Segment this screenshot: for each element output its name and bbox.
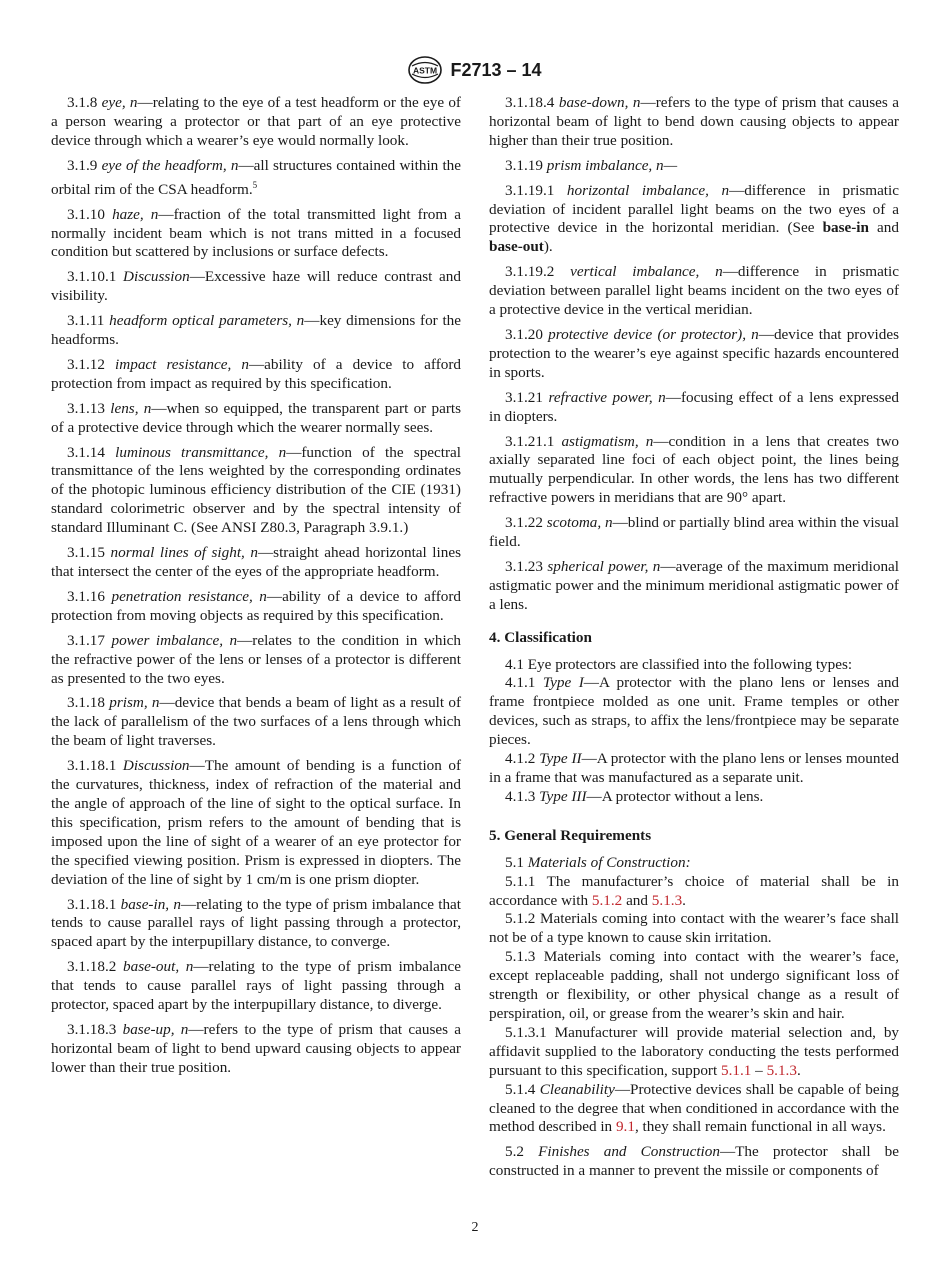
section-heading-general-requirements: 5. General Requirements xyxy=(489,826,652,844)
astm-logo-icon xyxy=(408,56,442,84)
body-paragraph: 4.1.1 Type I—A protector with the plano lens or lenses and frame frontpiece molded as one unit. Frame temples or other devices, such as straps, to affix the lens/frontpiece may be separate pieces. xyxy=(489,674,900,749)
definition-paragraph: 3.1.11 headform optical parameters, n—key dimensions for the headforms. xyxy=(51,312,462,349)
body-paragraph: 5.1 Materials of Construction: xyxy=(505,853,691,871)
definition-paragraph: 3.1.14 luminous transmittance, n—function of the spectral transmittance of the lens weighted by the corresponding ordinates of the photopic luminous efficiency distribution of the CIE (1931) standard colorimetric observer and by the spectral intensity of standard Illuminant C. (See ANSI Z80.3, Paragraph 3.9.1.) xyxy=(51,443,462,537)
definition-paragraph: 3.1.18.4 base-down, n—refers to the type of prism that causes a horizontal beam of light to bend down causing objects to appear higher than their true position. xyxy=(489,94,900,149)
section-link[interactable]: 5.1.3 xyxy=(651,891,683,909)
definition-paragraph: 3.1.19.2 vertical imbalance, n—difference in prismatic deviation between parallel light beams incident on the two eyes of a protective device in the vertical meridian. xyxy=(489,263,899,319)
body-paragraph: 5.1.3.1 Manufacturer will provide material selection and, by affidavit supplied to the laboratory conducting the tests performed pursuant to this specification, support 5.1.1 – 5.1.3. xyxy=(489,1023,900,1079)
definition-paragraph: 3.1.19 prism imbalance, n— xyxy=(505,156,678,174)
body-paragraph: 4.1 Eye protectors are classified into the following types: xyxy=(505,655,853,673)
right-column xyxy=(489,94,899,1181)
definition-paragraph: 3.1.12 impact resistance, n—ability of a device to afford protection from impact as required by this specification. xyxy=(51,355,461,392)
definition-paragraph: 3.1.17 power imbalance, n—relates to the condition in which the refractive power of the lens or lenses of a protector is different as presented to the two eyes. xyxy=(51,631,462,687)
definition-paragraph: 3.1.22 scotoma, n—blind or partially blind area within the visual field. xyxy=(489,514,900,551)
page-header xyxy=(0,56,950,86)
definition-paragraph: 3.1.10 haze, n—fraction of the total transmitted light from a normally incident beam which is not trans mitted in a focused condition but scattered by inclusions or surface defects. xyxy=(51,205,461,261)
left-column xyxy=(51,94,461,1084)
definition-paragraph: 3.1.8 eye, n—relating to the eye of a test headform or the eye of a person wearing a protector or that part of an eye protective device through which a wearer’s eye would normally look. xyxy=(51,94,461,149)
definition-paragraph: 3.1.20 protective device (or protector), n—device that provides protection to the wearer’s eye against specific hazards encountered in sports. xyxy=(489,325,900,381)
definition-paragraph: 3.1.18.2 base-out, n—relating to the type of prism imbalance that tends to cause parallel rays of light passing through a protector, spaced apart by the interpupillary distance, to diverge. xyxy=(51,958,461,1014)
body-paragraph: 4.1.3 Type III—A protector without a lens. xyxy=(505,787,764,805)
body-paragraph: 5.1.3 Materials coming into contact with the wearer’s face, except replaceable padding, shall not undergo significant loss of strength or flexibility, or other physical change as a result of perspiration, oil, or grease from the wearer’s skin and hair. xyxy=(489,948,899,1022)
definition-paragraph: 3.1.16 penetration resistance, n—ability of a device to afford protection from moving objects as required by this specification. xyxy=(51,587,462,624)
discussion-paragraph: 3.1.10.1 Discussion—Excessive haze will reduce contrast and visibility. xyxy=(51,268,461,305)
definition-paragraph: 3.1.23 spherical power, n—average of the maximum meridional astigmatic power and the minimum meridional astigmatic power of a lens. xyxy=(489,557,899,613)
section-link[interactable]: 9.1 xyxy=(615,1118,635,1136)
definition-paragraph: 3.1.15 normal lines of sight, n—straight ahead horizontal lines that intersect the center of the eyes of the appropriate headform. xyxy=(51,544,461,580)
section-link[interactable]: 5.1.3 xyxy=(766,1061,797,1079)
definition-paragraph: 3.1.18.3 base-up, n—refers to the type of prism that causes a horizontal beam of light to bend upward causing objects to appear lower than their true position. xyxy=(51,1020,461,1076)
discussion-paragraph: 3.1.18.1 Discussion—The amount of bending is a function of the curvatures, thickness, index of refraction of the material and the angle of approach of the line of sight to the optical surface. In this specification, prism refers to the amount of bending that is imposed upon the line of sight of a wearer of an eye protector for the specified viewing position. Prism is expressed in diopters. The deviation of the line of sight by 1 cm/m is one prism diopter. xyxy=(51,757,462,888)
section-heading-classification: 4. Classification xyxy=(489,628,592,646)
section-link[interactable]: 5.1.1 xyxy=(721,1061,752,1079)
footnote-ref: 5 xyxy=(252,179,258,190)
svg-text:ASTM: ASTM xyxy=(413,65,438,76)
definition-paragraph: 3.1.18 prism, n—device that bends a beam of light as a result of the lack of parallelism of the two surfaces of a lens through which the beam of light traverses. xyxy=(51,694,462,750)
document-id: F2713 – 14 xyxy=(450,59,542,80)
definition-paragraph: 3.1.9 eye of the headform, n—all structures contained within the orbital rim of the CSA headform.$^5$ xyxy=(51,156,461,198)
body-paragraph: 4.1.2 Type II—A protector with the plano lens or lenses mounted in a frame that was manufactured as a separate unit. xyxy=(489,750,900,786)
definition-paragraph: 3.1.21.1 astigmatism, n—condition in a lens that creates two axially separated line foci of each object point, the lines being mutually perpendicular. In other words, the lens has two different refractive powers in meridians that are 90° apart. xyxy=(489,432,900,507)
definition-paragraph: 3.1.13 lens, n—when so equipped, the transparent part or parts of a protective device through which the wearer normally sees. xyxy=(51,399,462,436)
section-link[interactable]: 5.1.2 xyxy=(591,891,623,909)
body-paragraph: 5.1.4 Cleanability—Protective devices shall be capable of being cleaned to the degree that when conditioned in accordance with the method described in 9.1, they shall remain functional in all ways. xyxy=(489,1080,900,1136)
body-paragraph: 5.1.2 Materials coming into contact with the wearer’s face shall not be of a type known to cause skin irritation. xyxy=(489,910,900,947)
body-paragraph: 5.1.1 The manufacturer’s choice of material shall be in accordance with 5.1.2 and 5.1.3. xyxy=(489,872,899,909)
body-paragraph: 5.2 Finishes and Construction—The protector shall be constructed in a manner to prevent the missile or components of xyxy=(489,1143,900,1180)
definition-paragraph: 3.1.19.1 horizontal imbalance, n—difference in prismatic deviation of incident parallel light beams on the two eyes of a protective device in the horizontal meridian. (See base-in and base-out). xyxy=(489,181,899,256)
definition-paragraph: 3.1.18.1 base-in, n—relating to the type of prism imbalance that tends to cause parallel rays of light passing through a protector, spaced apart by the interpupillary distance, to converge. xyxy=(51,895,462,951)
definition-paragraph: 3.1.21 refractive power, n—focusing effect of a lens expressed in diopters. xyxy=(489,388,900,425)
page-number: 2 xyxy=(471,1220,479,1235)
